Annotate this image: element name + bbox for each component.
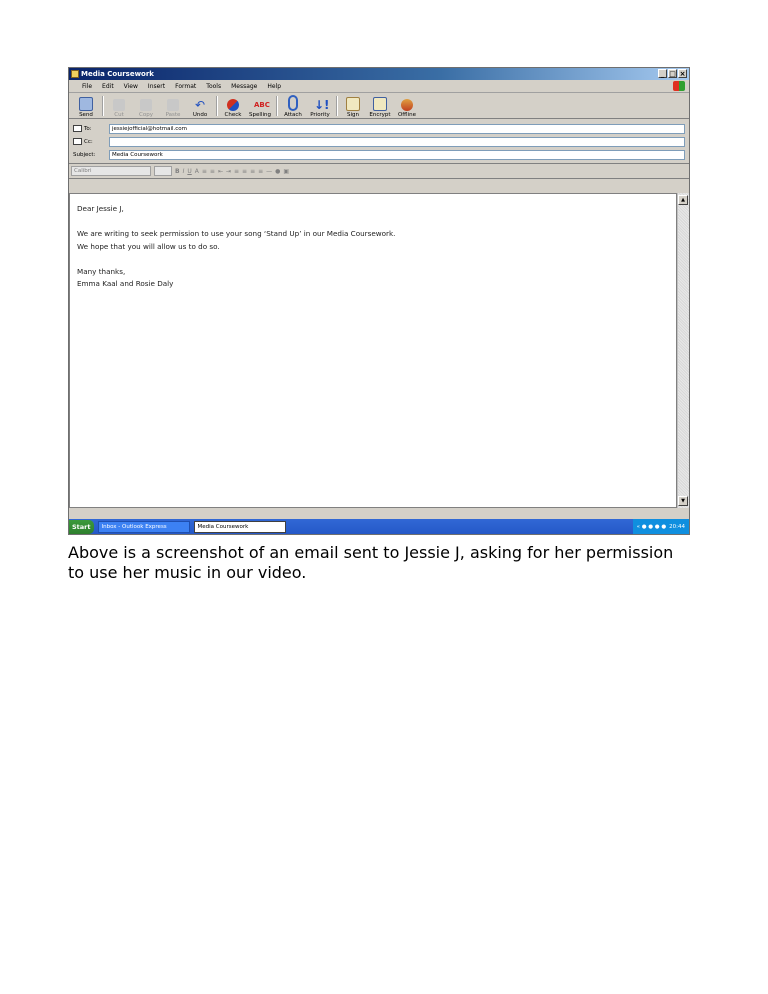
- address-book-icon: [73, 138, 82, 145]
- subject-row: [73, 148, 685, 161]
- formatting-toolbar: [69, 164, 689, 179]
- priority-button[interactable]: ↓! Priority: [310, 98, 330, 118]
- cc-row: [73, 135, 685, 148]
- encrypt-button[interactable]: Encrypt: [369, 97, 391, 118]
- send-button[interactable]: Send: [75, 97, 97, 118]
- underline-icon[interactable]: U: [187, 167, 192, 175]
- to-label[interactable]: To:: [73, 125, 109, 132]
- taskbar: [69, 519, 689, 535]
- taskbar-item-media-coursework[interactable]: Media Coursework: [194, 521, 286, 533]
- minimize-button[interactable]: _: [658, 69, 667, 78]
- message-headers: [69, 119, 689, 164]
- toolbar-separator: [216, 96, 218, 116]
- align-center-icon[interactable]: ≡: [242, 167, 248, 175]
- undo-icon: ↶: [194, 98, 206, 112]
- italic-icon[interactable]: I: [182, 167, 185, 175]
- message-body[interactable]: [69, 193, 677, 508]
- bullet-list-icon[interactable]: ≡: [209, 167, 215, 175]
- menu-message[interactable]: Message: [231, 82, 258, 90]
- cc-label[interactable]: Cc:: [73, 138, 109, 145]
- tray-icons: « ● ● ● ●: [636, 524, 667, 530]
- bold-icon[interactable]: B: [175, 167, 180, 175]
- attach-button[interactable]: Attach: [282, 95, 304, 118]
- paperclip-icon: [288, 95, 298, 111]
- start-button[interactable]: Start: [69, 520, 94, 534]
- paste-icon: [167, 99, 179, 111]
- body-line-1: We are writing to seek permission to use your song ‘Stand Up’ in our Media Coursework.: [77, 229, 396, 238]
- send-icon: [79, 97, 93, 111]
- horizontal-line-icon[interactable]: —: [266, 167, 273, 175]
- toolbar-separator: [102, 96, 104, 116]
- menu-bar: [69, 80, 689, 93]
- window-title: Media Coursework: [81, 70, 154, 78]
- subject-label: Subject:: [73, 151, 96, 158]
- check-names-icon: [227, 99, 239, 111]
- scroll-up-button[interactable]: ▲: [678, 195, 688, 205]
- insert-picture-icon[interactable]: ▣: [283, 167, 290, 175]
- spelling-button[interactable]: ABC Spelling: [249, 101, 271, 118]
- menu-tools[interactable]: Tools: [206, 82, 222, 90]
- menu-help[interactable]: Help: [267, 82, 282, 90]
- greeting-line: Dear Jessie J,: [77, 204, 124, 213]
- sign-button[interactable]: Sign: [342, 97, 364, 118]
- align-right-icon[interactable]: ≡: [250, 167, 256, 175]
- hyperlink-icon[interactable]: ●: [275, 167, 281, 175]
- body-line-2: We hope that you will allow us to do so.: [77, 241, 220, 251]
- caption-text: Above is a screenshot of an email sent to Jessie J, asking for her permission to use her music in our video.: [68, 543, 674, 582]
- menu-edit[interactable]: Edit: [102, 82, 114, 90]
- menu-format[interactable]: Format: [175, 82, 197, 90]
- font-select[interactable]: Calibri: [71, 166, 151, 176]
- numbered-list-icon[interactable]: ≡: [201, 167, 207, 175]
- subject-field[interactable]: Media Coursework: [109, 150, 685, 160]
- encrypt-icon: [373, 97, 387, 111]
- taskbar-item-inbox[interactable]: Inbox - Outlook Express: [98, 521, 190, 533]
- window-controls: [658, 69, 687, 78]
- font-color-icon[interactable]: A: [194, 167, 199, 175]
- copy-button[interactable]: Copy: [135, 99, 157, 118]
- priority-icon: ↓!: [314, 98, 330, 112]
- signoff-line: Many thanks,: [77, 266, 126, 276]
- toolbar-separator: [336, 96, 338, 116]
- toolbar-separator: [276, 96, 278, 116]
- address-book-icon: [73, 125, 82, 132]
- justify-icon[interactable]: ≡: [258, 167, 264, 175]
- paste-button[interactable]: Paste: [162, 99, 184, 118]
- scroll-down-button[interactable]: ▼: [678, 496, 688, 506]
- menu-file[interactable]: File: [82, 82, 93, 90]
- check-names-button[interactable]: Check: [222, 99, 244, 118]
- sign-icon: [346, 97, 360, 111]
- offline-button[interactable]: Offline: [396, 99, 418, 118]
- close-button[interactable]: ×: [679, 70, 686, 78]
- clock: 20:44: [669, 524, 685, 530]
- toolbar: [69, 93, 689, 119]
- offline-icon: [401, 99, 413, 111]
- signature-line: Emma Kaal and Rosie Daly: [77, 279, 174, 288]
- spelling-icon: ABC: [254, 101, 270, 109]
- vertical-scrollbar[interactable]: [677, 193, 689, 508]
- windows-logo-icon: [673, 81, 685, 91]
- system-tray: [633, 519, 689, 535]
- cc-field[interactable]: [109, 137, 685, 147]
- copy-icon: [140, 99, 152, 111]
- maximize-button[interactable]: □: [669, 70, 676, 78]
- cut-button[interactable]: Cut: [108, 99, 130, 118]
- to-row: [73, 122, 685, 135]
- title-bar: [69, 68, 689, 80]
- align-left-icon[interactable]: ≡: [234, 167, 240, 175]
- menu-view[interactable]: View: [123, 82, 138, 90]
- status-bar: [69, 508, 689, 518]
- cut-icon: [113, 99, 125, 111]
- to-field[interactable]: jessiejofficial@hotmail.com: [109, 124, 685, 134]
- undo-button[interactable]: ↶ Undo: [192, 98, 208, 118]
- increase-indent-icon[interactable]: ⇥: [225, 167, 231, 175]
- font-size-select[interactable]: [154, 166, 172, 176]
- email-screenshot: [68, 67, 690, 535]
- menu-insert[interactable]: Insert: [147, 82, 166, 90]
- decrease-indent-icon[interactable]: ⇤: [217, 167, 223, 175]
- compose-icon: [71, 70, 79, 78]
